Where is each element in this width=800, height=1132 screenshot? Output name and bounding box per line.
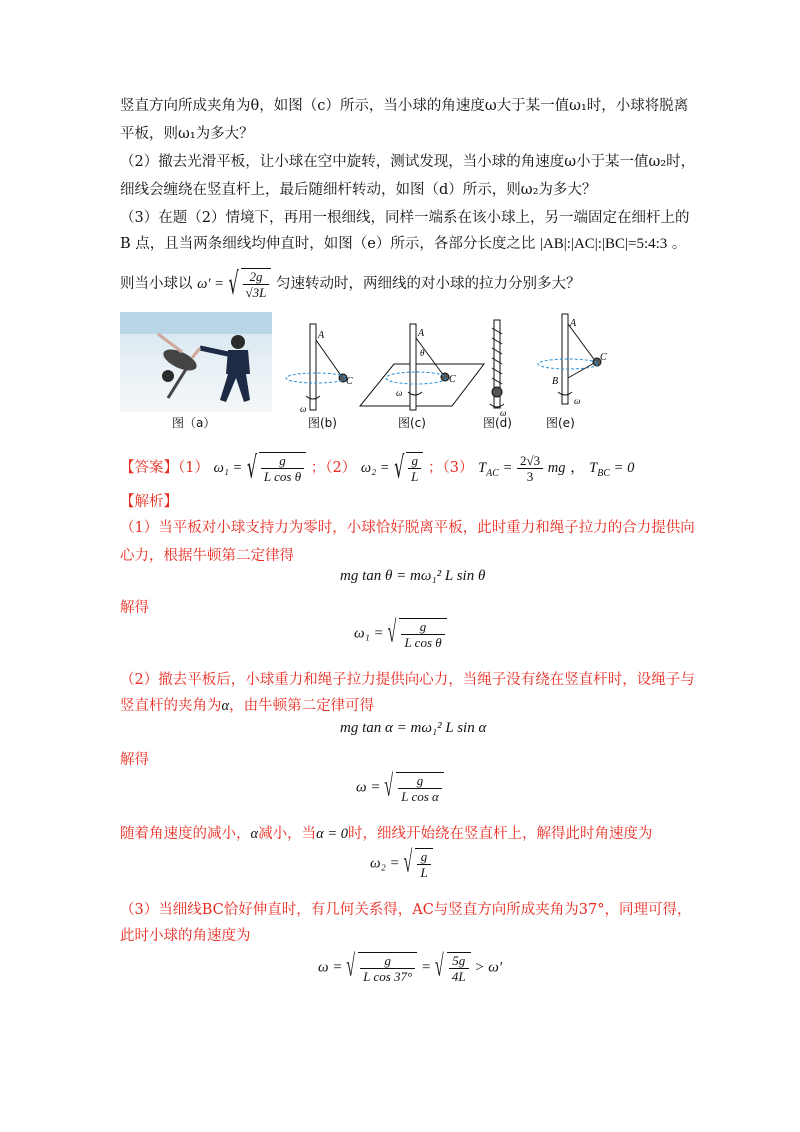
equation-5 [370,848,433,880]
analysis-s2-alpha: α [221,698,230,714]
figure-e-caption: 图(e) [546,416,575,430]
question-line-3: （2）撤去光滑平板，让小球在空中旋转，测试发现，当小球的角速度ω小于某一值ω₂时， [120,154,696,170]
question-line-5: （3）在题（2）情境下，再用一根细线，同样一端系在该小球上，另一端固定在细杆上的 [120,210,690,226]
answer-tac-eq: = [502,460,513,476]
analysis-s2-line-2-a: 竖直杆的夹角为 [120,698,222,714]
question-line-7 [120,268,581,300]
figure-a-photo [120,312,272,412]
figure-e-diagram [532,312,612,416]
analysis-jiede-1: 解得 [120,600,149,616]
question-line-4: 细线会缠绕在竖直杆上，最后随细杆转动，如图（d）所示，则ω₂为多大？ [120,182,597,198]
figure-c-caption: 图(c) [398,416,426,430]
analysis-s2-line-3-alpha: α [250,826,259,842]
figure-c-rod [410,324,416,410]
analysis-s3-line-2: 此时小球的角速度为 [120,928,251,944]
analysis-s2-line-1: （2）撤去平板后，小球重力和绳子拉力提供向心力，当绳子没有绕在竖直杆时，设绳子与 [120,672,695,688]
figure-b-label-a: A [318,330,325,341]
analysis-s2-line-3-b: 减小，当 [258,826,317,842]
figure-e-label-b: B [552,376,559,387]
equation-5-sqrt [403,848,432,880]
equation-3: mg tan α = mω₁² L sin α [340,720,487,736]
figure-c-label-omega: ω [396,388,403,398]
figure-e-label-a: A [570,318,577,329]
analysis-s2-line-3 [120,824,653,844]
answer-w1-num: √ g [261,453,304,469]
equation-6-num-2: √ 5g [449,953,469,969]
question-line-2: 平板，则ω₁为多大？ [120,126,254,142]
equation-2-num: √ g [401,619,444,635]
figure-b-diagram [280,322,360,422]
figure-c-plate [360,364,484,406]
answer-part-1: （1） [178,460,209,476]
equation-6-num-1: √ g [360,953,415,969]
answer-tac-den: 3 [526,468,534,484]
figure-b-label-omega: ω [300,404,307,414]
equation-6-den-2: 4L [451,969,466,984]
figure-d-ball [492,387,502,397]
equation-4-lhs: ω = [356,779,381,796]
answer-tag: 【答案】 [120,460,178,476]
figure-b-string [316,340,342,377]
answer-tbc-value: = 0 [613,460,635,476]
answer-tac [478,460,513,479]
equation-6-sqrt-2 [435,952,471,984]
omega-prime-sqrt [229,268,272,300]
figure-e-string-ac [568,324,596,362]
answer-w1-sqrt [247,452,306,484]
answer-line [120,452,634,488]
answer-tbc-symbol: T [589,460,598,476]
question-line-7-a: 则当小球以 [120,276,193,292]
equation-2-den: L cos θ [404,635,442,650]
analysis-jiede-2: 解得 [120,752,149,768]
equation-2 [354,618,447,650]
answer-part-2: ；（2） [310,460,357,476]
figure-a-caption: 图（a） [172,416,216,430]
equation-6-lhs: ω = [318,959,343,976]
analysis-s1-line-1: （1）当平板对小球支持力为零时，小球恰好脱离平板，此时重力和绳子拉力的合力提供向 [120,520,695,536]
figure-a-image [120,312,272,412]
equation-6 [318,952,502,984]
figure-c-label-a: A [418,328,425,339]
analysis-tag: 【解析】 [120,494,178,510]
figure-d-diagram [478,318,518,418]
figure-e-label-c: C [600,352,607,363]
equation-1: mg tan θ = mω₁² L sin θ [340,568,486,584]
omega-prime-num: √ 2g [243,269,270,285]
question-line-1: 竖直方向所成夹角为θ，如图（c）所示，当小球的角速度ω大于某一值ω₁时，小球将脱离 [120,98,689,114]
question-line-6-text: B 点，且当两条细线均伸直时，如图（e）所示，各部分长度之比 [120,236,536,252]
question-line-6-end: 。 [671,236,687,252]
figure-e-label-omega: ω [574,396,581,406]
equation-6-mid: = [421,959,432,976]
figure-b-caption: 图(b) [308,416,337,430]
length-ratio: |AB|:|AC|:|BC|=5:4:3 [539,236,668,252]
figure-c-label-theta: θ [420,348,425,358]
question-line-7-b: 匀速转动时，两细线的对小球的拉力分别多大？ [276,276,581,292]
answer-w1-den: L cos θ [263,469,302,484]
analysis-s2-line-2 [120,696,374,716]
figure-c-diagram [356,322,488,422]
equation-6-den-1: L cos 37° [363,969,413,984]
answer-w2-sqrt [394,452,423,484]
answer-tbc [589,460,635,479]
answer-w2: ω₂ = [360,460,390,476]
answer-tac-num: 2√3 [517,453,543,469]
equation-2-sqrt [387,618,446,650]
equation-4-sqrt [384,772,444,804]
figure-c-label-c: C [449,374,456,385]
analysis-s2-line-3-a: 随着角速度的减小， [120,826,251,842]
equation-4-num: √ g [398,773,442,789]
answer-w2-den: L [411,469,419,484]
answer-tac-symbol: T [478,460,487,476]
answer-w2-num: √ g [408,453,421,469]
equation-5-lhs: ω₂ = [370,855,400,872]
analysis-s2-condition: α = 0 [316,826,349,842]
figure-d-caption: 图(d) [483,416,512,430]
answer-tac-sub: AC [486,467,499,479]
equation-5-den: L [420,865,428,880]
answer-tbc-sub: BC [597,467,611,479]
analysis-s1-line-2: 心力，根据牛顿第二定律得 [120,548,294,564]
equation-4 [356,772,444,804]
equation-6-sqrt-1 [346,952,417,984]
answer-part-3: ；（3） [427,460,474,476]
figure-b-label-c: C [346,376,353,387]
equation-2-lhs: ω₁ = [354,625,384,642]
omega-prime: ω′ = [197,276,224,292]
figure-e-string-bc [568,362,596,378]
answer-sep-3: ， [570,460,585,476]
equation-4-den: L cos α [401,789,439,804]
question-line-6 [120,234,686,254]
figure-d-label-omega: ω [500,408,507,418]
answer-tac-mg: mg [547,460,566,476]
analysis-s3-line-1: （3）当细线BC恰好伸直时，有几何关系得，AC与竖直方向所成夹角为37°，同理可得， [120,902,692,918]
answer-w1: ω₁ = [213,460,243,476]
omega-prime-den: √3L [245,285,267,300]
answer-tac-frac [517,453,543,484]
equation-6-end: > ω′ [474,959,503,976]
analysis-s2-line-3-c: 时，细线开始绕在竖直杆上，解得此时角速度为 [348,826,653,842]
equation-5-num: √ g [417,849,430,865]
analysis-s2-line-2-b: ，由牛顿第二定律可得 [229,698,375,714]
figure-b-rod [310,324,316,410]
